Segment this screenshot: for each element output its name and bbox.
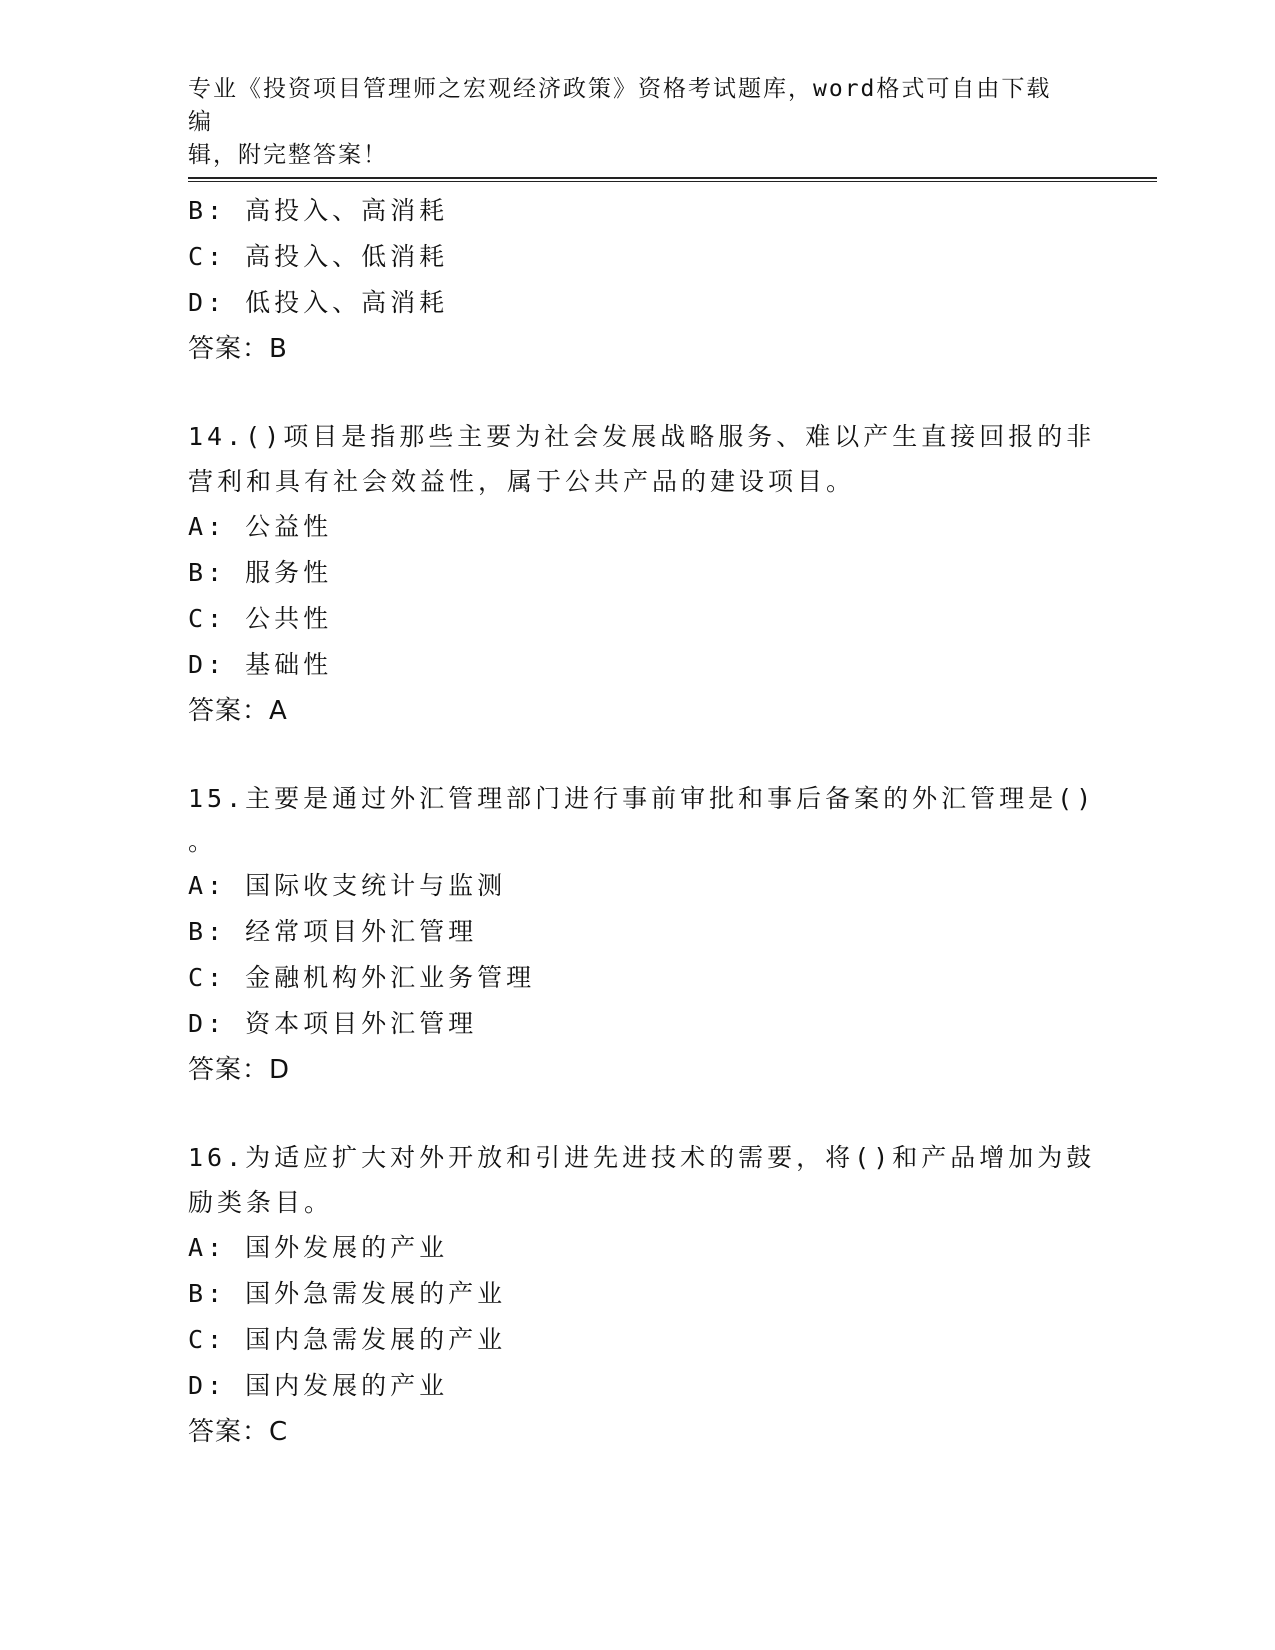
option-a: A: 国外发展的产业	[188, 1233, 449, 1262]
option-b: B: 经常项目外汇管理	[188, 917, 478, 946]
question-text-line: 励类条目。	[188, 1188, 334, 1217]
question-16	[188, 1135, 1096, 1455]
option-a: A: 国际收支统计与监测	[188, 871, 507, 900]
option-c: C: 公共性	[188, 604, 333, 633]
option-b: B: 国外急需发展的产业	[188, 1279, 507, 1308]
option-c: C: 金融机构外汇业务管理	[188, 963, 536, 992]
answer-label: 答案：D	[188, 1055, 291, 1085]
spacer	[188, 372, 1088, 414]
question-text-line: 15.主要是通过外汇管理部门进行事前审批和事后备案的外汇管理是()	[188, 784, 1096, 813]
answer-label: 答案：C	[188, 1417, 289, 1447]
question-13	[188, 188, 1088, 372]
spacer	[188, 1093, 1088, 1135]
option-b: B: 服务性	[188, 558, 333, 587]
option-d: D: 低投入、高消耗	[188, 288, 449, 317]
page-header	[188, 73, 1068, 172]
answer-label: 答案：B	[188, 334, 288, 364]
header-line-1: 专业《投资项目管理师之宏观经济政策》资格考试题库，word格式可自由下载编	[188, 76, 1052, 135]
question-15	[188, 776, 1096, 1093]
question-text-line: 。	[188, 827, 218, 856]
answer-label: 答案：A	[188, 696, 288, 726]
option-d: D: 基础性	[188, 650, 333, 679]
question-text-line: 营利和具有社会效益性，属于公共产品的建设项目。	[188, 467, 856, 496]
header-divider	[188, 177, 1157, 182]
spacer	[188, 734, 1088, 776]
option-c: C: 高投入、低消耗	[188, 242, 449, 271]
option-a: A: 公益性	[188, 512, 333, 541]
option-d: D: 国内发展的产业	[188, 1371, 449, 1400]
question-list	[188, 188, 1096, 1455]
header-line-2: 辑，附完整答案！	[188, 142, 388, 168]
question-14	[188, 414, 1096, 734]
option-b: B: 高投入、高消耗	[188, 196, 449, 225]
option-d: D: 资本项目外汇管理	[188, 1009, 478, 1038]
question-text-line: 16.为适应扩大对外开放和引进先进技术的需要，将()和产品增加为鼓	[188, 1143, 1096, 1172]
question-text-line: 14.()项目是指那些主要为社会发展战略服务、难以产生直接回报的非	[188, 422, 1096, 451]
option-c: C: 国内急需发展的产业	[188, 1325, 507, 1354]
